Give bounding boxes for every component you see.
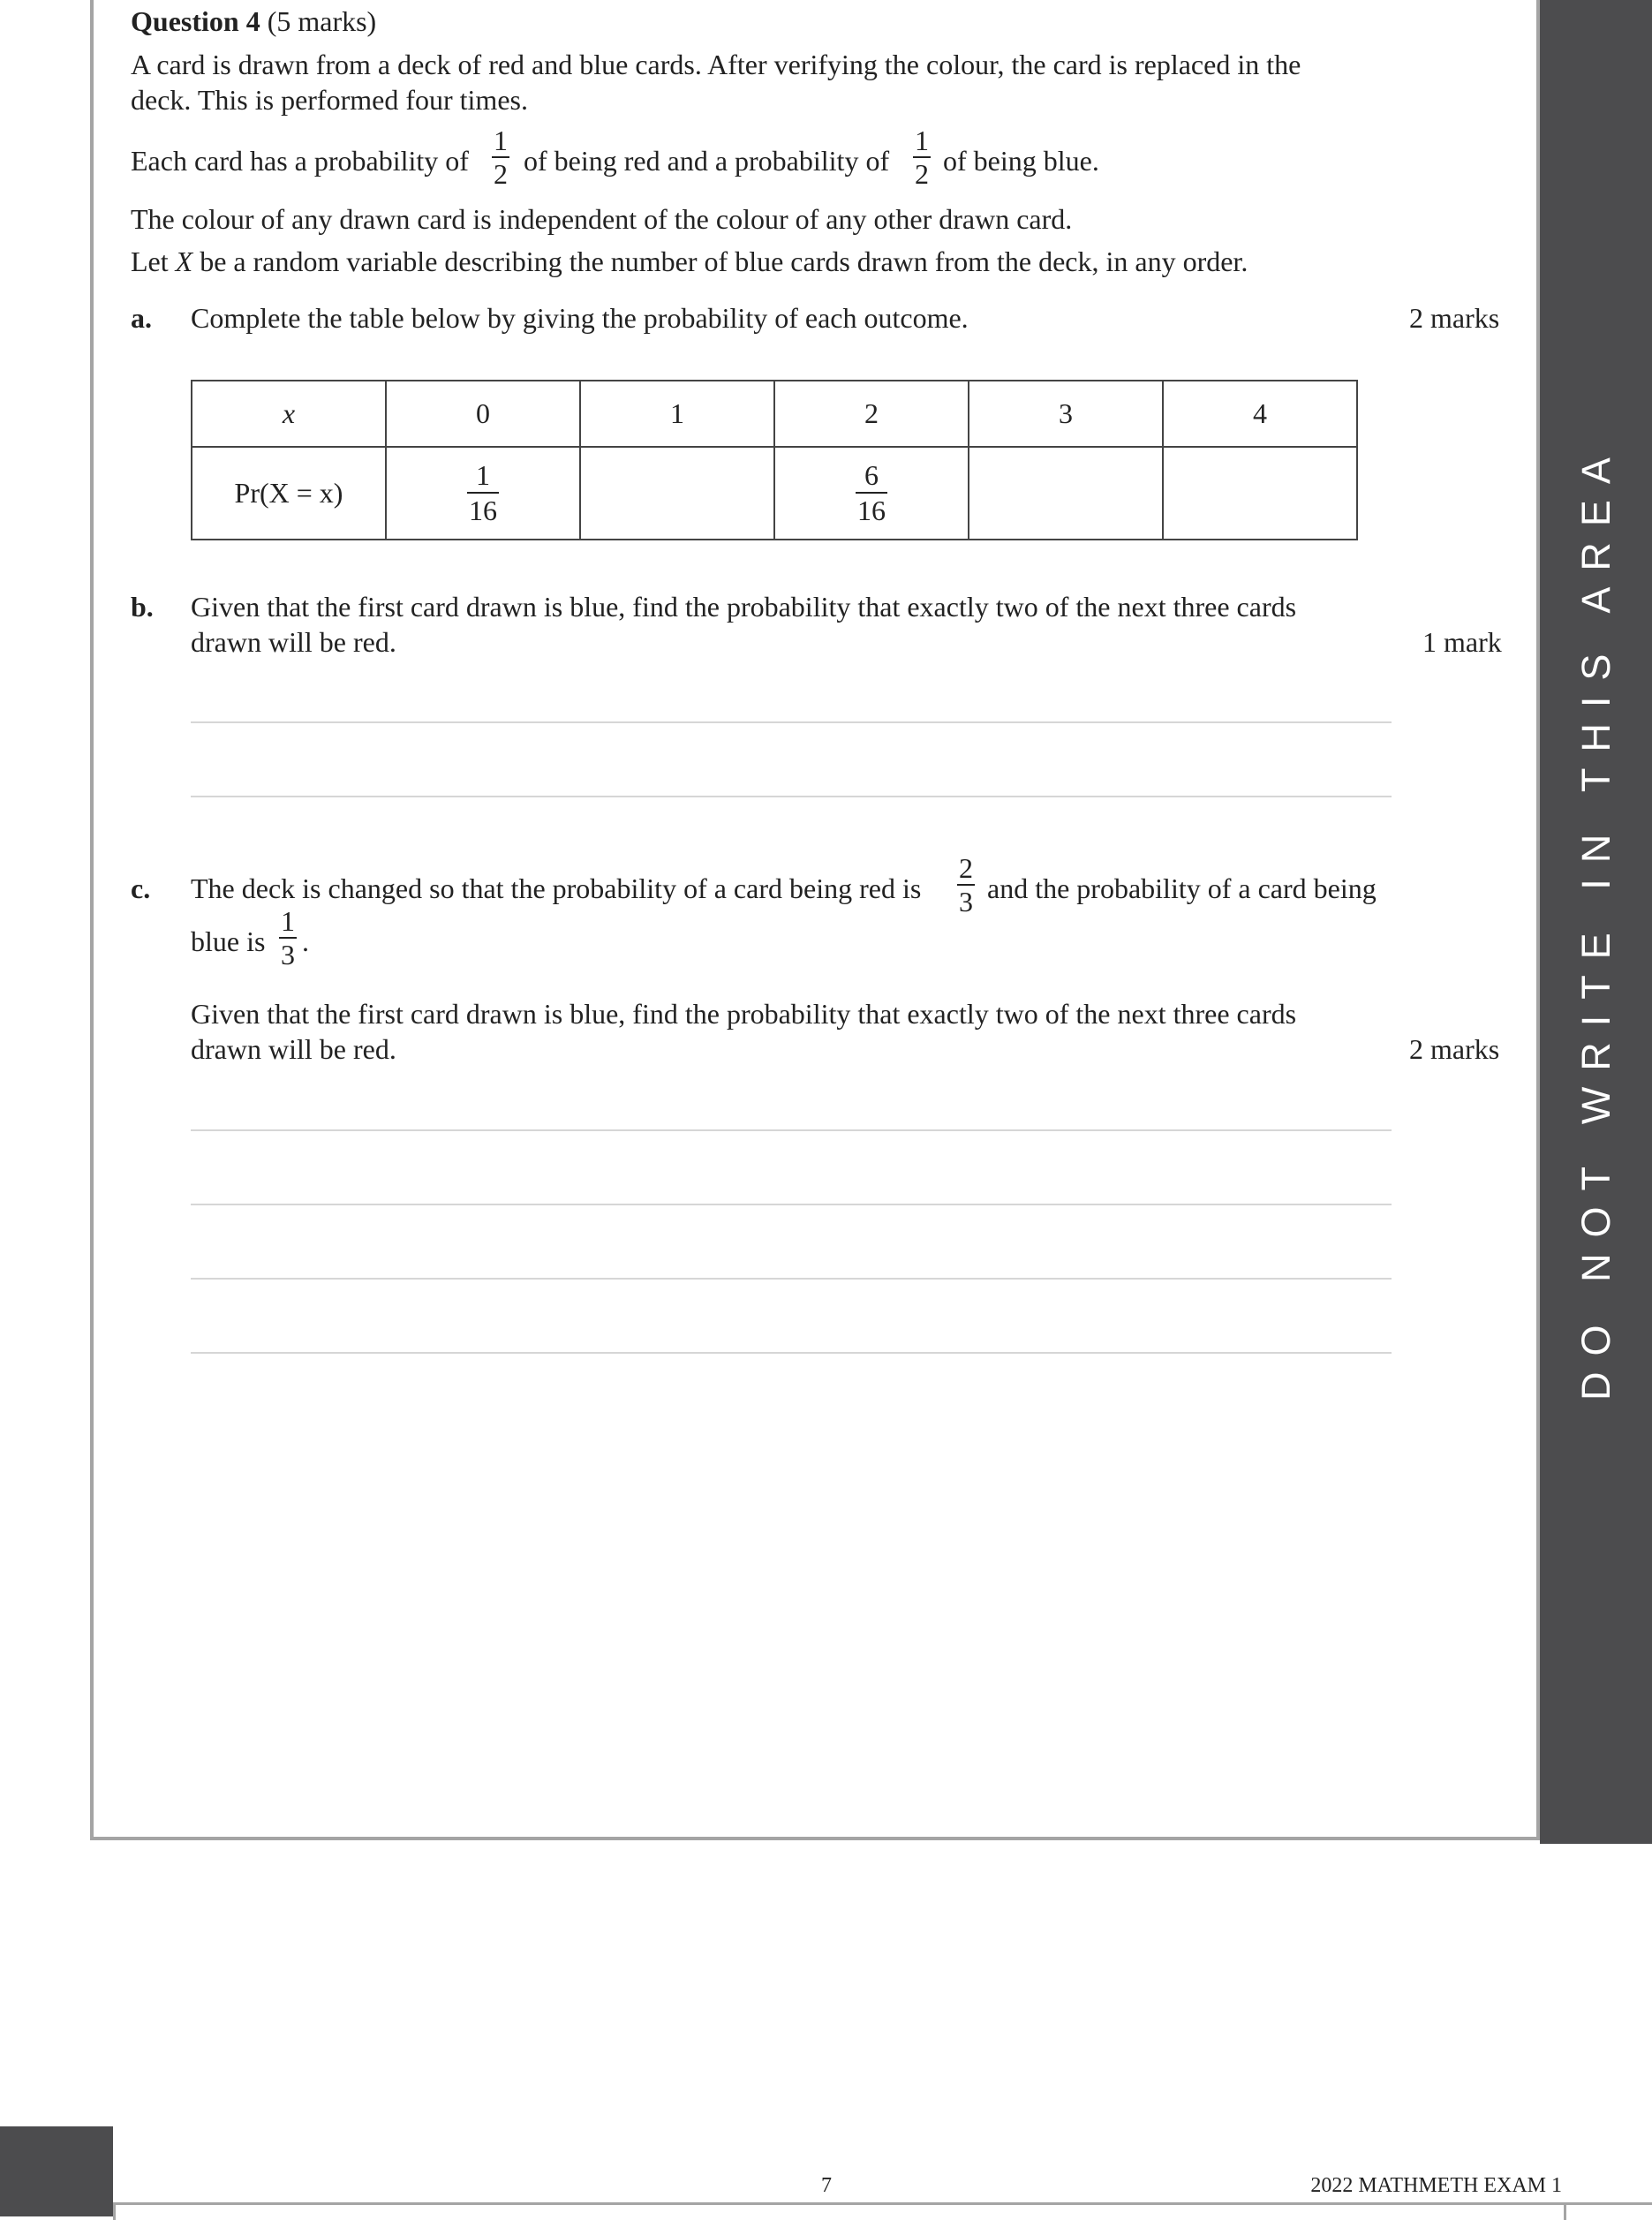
answer-line[interactable] xyxy=(191,796,1392,797)
table-cell-p0 xyxy=(386,447,580,540)
answer-line[interactable] xyxy=(191,1278,1392,1280)
prob-text-c: of being blue. xyxy=(943,145,1099,177)
part-c-line-3: Given that the first card drawn is blue, find the probability that exactly two of the next three cards xyxy=(191,998,1297,1030)
intro-line-1: A card is drawn from a deck of red and blue cards. After verifying the colour, the card is replaced in the xyxy=(131,49,1301,80)
question-title: Question 4 xyxy=(131,5,260,37)
do-not-write-sidebar xyxy=(1540,0,1652,1844)
intro-line-2: deck. This is performed four times. xyxy=(131,84,528,116)
fraction-numerator: 1 xyxy=(281,905,295,937)
independence-statement: The colour of any drawn card is independent of the colour of any other drawn card. xyxy=(131,203,1073,235)
fraction-denominator: 3 xyxy=(959,886,973,917)
fraction-denominator: 2 xyxy=(915,158,929,190)
answer-line[interactable] xyxy=(191,1352,1392,1354)
exam-title: 2022 MATHMETH EXAM 1 xyxy=(1310,2174,1562,2197)
part-b-marks: 1 mark xyxy=(1422,626,1502,658)
table-cell-p1-answer[interactable] xyxy=(580,447,774,540)
answer-line[interactable] xyxy=(191,721,1392,723)
part-c-label: c. xyxy=(131,872,151,904)
table-cell-x0: 0 xyxy=(386,381,580,447)
part-a-text: Complete the table below by giving the probability of each outcome. xyxy=(191,302,969,334)
part-b-label: b. xyxy=(131,591,154,623)
fraction-denominator: 16 xyxy=(469,494,497,526)
fraction-numerator: 6 xyxy=(864,458,879,491)
table-cell-p2 xyxy=(774,447,969,540)
answer-line[interactable] xyxy=(191,1204,1392,1205)
part-a-label: a. xyxy=(131,302,152,334)
part-c-line-2b: . xyxy=(302,925,309,957)
let-text: Let xyxy=(131,245,169,277)
fraction-blue-new xyxy=(275,906,301,970)
part-c-marks: 2 marks xyxy=(1409,1033,1500,1065)
table-cell-p3-answer[interactable] xyxy=(969,447,1163,540)
sidebar-warning-text: DO NOT WRITE IN THIS AREA xyxy=(1573,442,1618,1401)
random-variable-definition xyxy=(131,244,1248,279)
fraction-denominator: 3 xyxy=(281,939,295,970)
probability-table xyxy=(191,380,1358,540)
fraction-numerator: 1 xyxy=(915,125,929,156)
table-header-x: x xyxy=(192,381,386,447)
fraction-denominator: 16 xyxy=(857,494,886,526)
fraction-red xyxy=(487,125,514,189)
table-row-x xyxy=(192,381,1357,447)
table-cell-p4-answer[interactable] xyxy=(1163,447,1357,540)
part-c-line-2a: blue is xyxy=(191,925,266,957)
part-b-line-2: drawn will be red. xyxy=(191,626,396,658)
part-c-line-1a: The deck is changed so that the probability of a card being red is xyxy=(191,872,922,904)
prob-text-a: Each card has a probability of xyxy=(131,145,469,177)
question-marks: (5 marks) xyxy=(267,5,377,37)
part-c-line-4: drawn will be red. xyxy=(191,1033,396,1065)
footer-border xyxy=(113,2202,1566,2220)
variable-x: X xyxy=(175,245,193,277)
fraction-numerator: 1 xyxy=(494,125,508,156)
let-description: be a random variable describing the number of blue cards drawn from the deck, in any order. xyxy=(200,245,1248,277)
part-a-marks: 2 marks xyxy=(1409,302,1500,334)
table-header-probability: Pr(X = x) xyxy=(192,447,386,540)
answer-line[interactable] xyxy=(191,1129,1392,1131)
table-cell-x1: 1 xyxy=(580,381,774,447)
probability-fraction xyxy=(467,460,499,525)
prob-text-b: of being red and a probability of xyxy=(524,145,890,177)
table-cell-x2: 2 xyxy=(774,381,969,447)
table-row-probability xyxy=(192,447,1357,540)
part-c-line-1b: and the probability of a card being xyxy=(987,872,1377,904)
page-number: 7 xyxy=(821,2174,832,2197)
fraction-red-new xyxy=(953,853,979,917)
table-cell-x3: 3 xyxy=(969,381,1163,447)
fraction-blue xyxy=(909,125,935,189)
question-heading xyxy=(131,4,376,39)
part-b-line-1: Given that the first card drawn is blue, find the probability that exactly two of the next three cards xyxy=(191,591,1297,623)
fraction-bar xyxy=(467,492,499,494)
fraction-numerator: 2 xyxy=(959,852,973,884)
footer-corner-block xyxy=(0,2126,113,2216)
table-cell-x4: 4 xyxy=(1163,381,1357,447)
fraction-numerator: 1 xyxy=(476,458,490,491)
fraction-bar xyxy=(856,492,887,494)
fraction-denominator: 2 xyxy=(494,158,508,190)
probability-fraction xyxy=(856,460,887,525)
footer-rule xyxy=(113,2202,1652,2205)
